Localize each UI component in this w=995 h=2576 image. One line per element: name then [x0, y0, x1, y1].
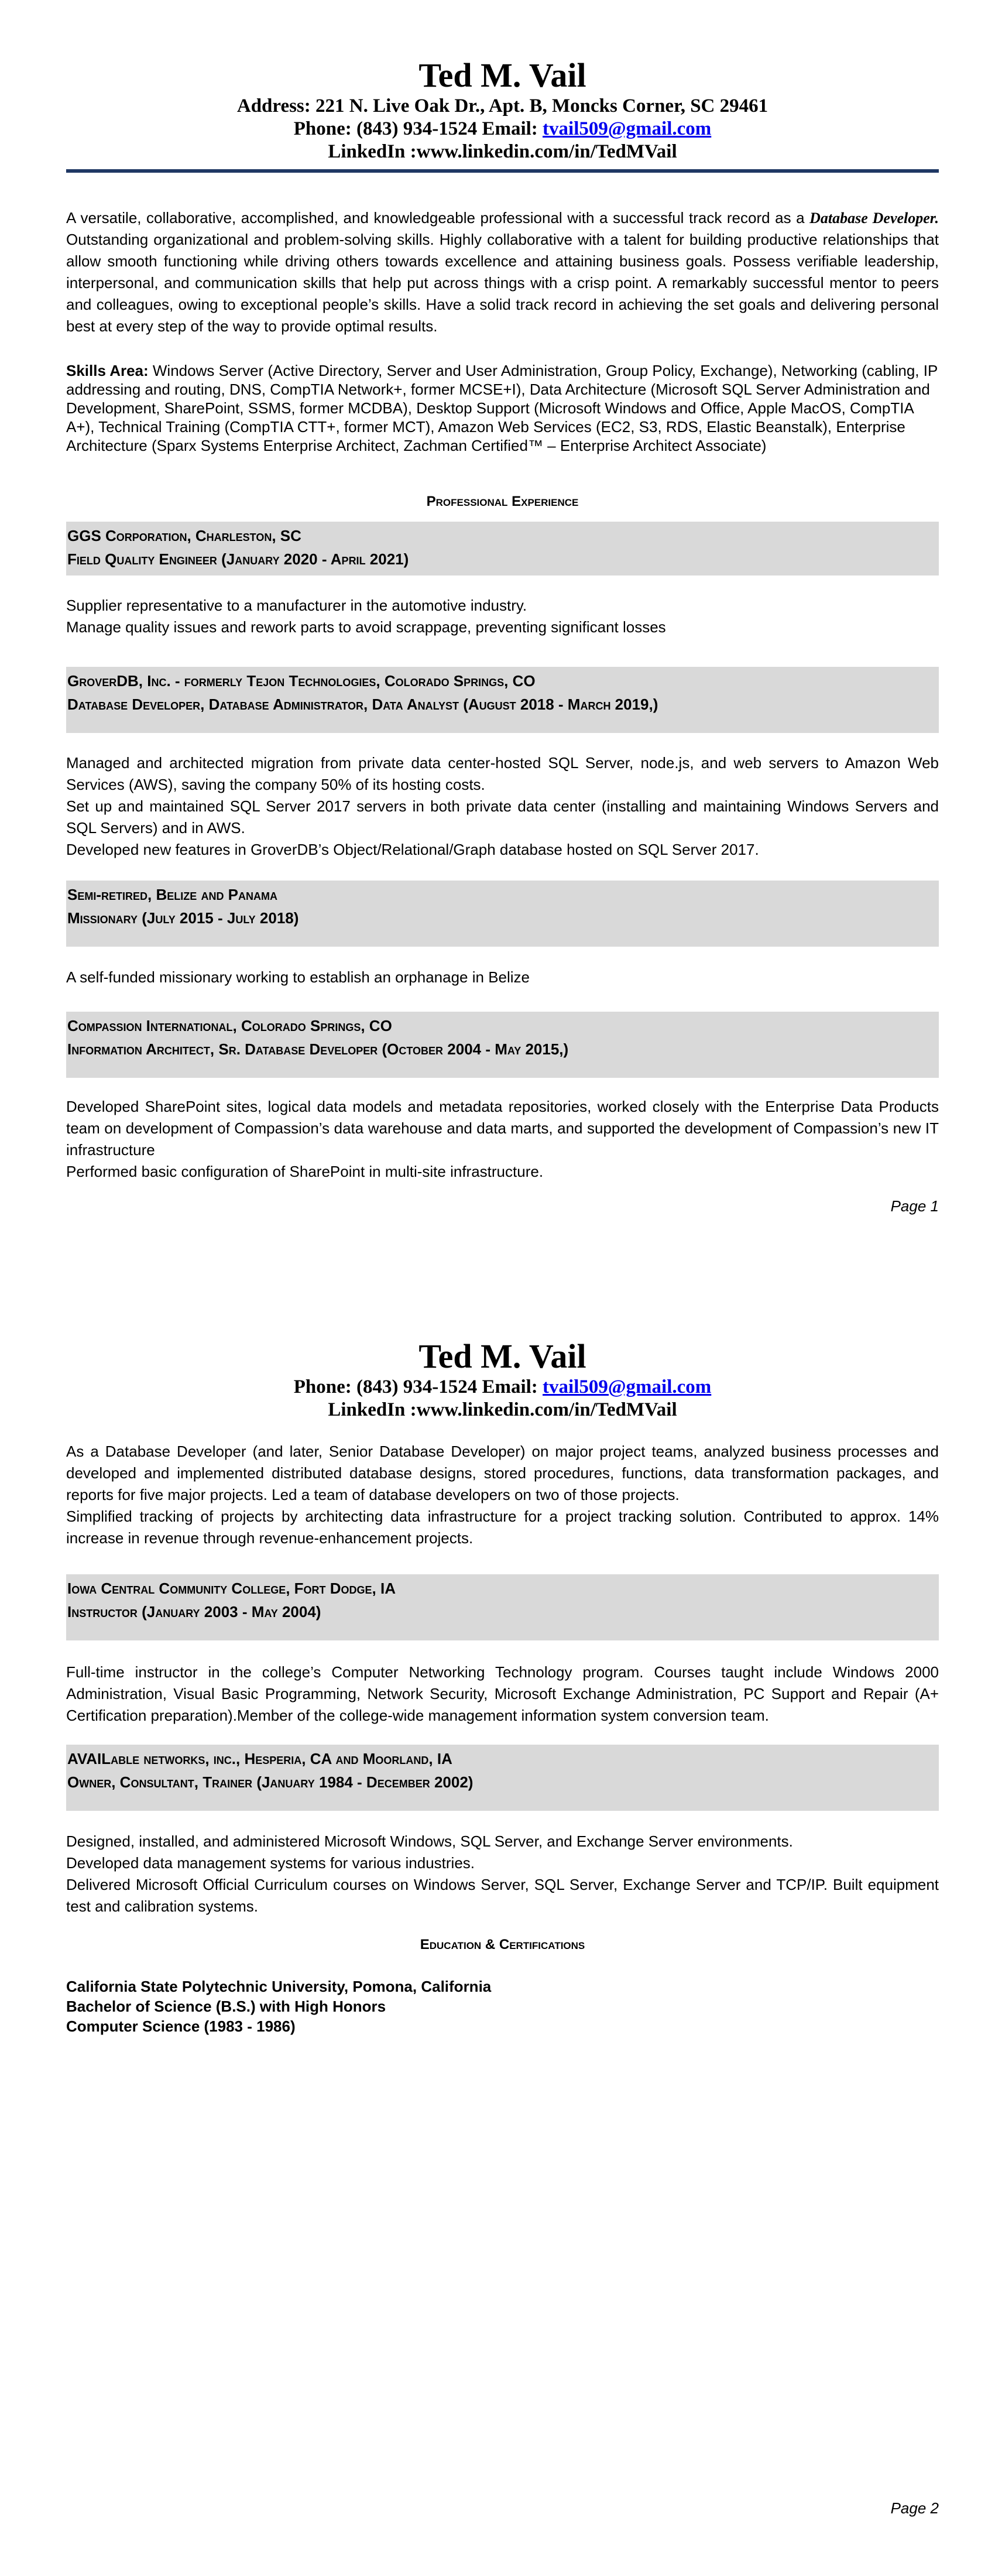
page-number: Page 1: [890, 1197, 939, 1215]
resume-header: [66, 56, 939, 163]
summary-emphasis: Database Developer.: [809, 210, 939, 227]
page-number: Page 2: [890, 2499, 939, 2517]
email-link[interactable]: tvail509@gmail.com: [543, 118, 712, 139]
skills: [66, 361, 939, 455]
candidate-name: Ted M. Vail: [418, 1337, 586, 1375]
summary: [66, 207, 939, 337]
candidate-name: Ted M. Vail: [418, 56, 586, 94]
job-header: [66, 881, 939, 947]
job-line: Performed basic configuration of SharePoint in multi-site infrastructure.: [66, 1163, 544, 1180]
skills-text: Windows Server (Active Directory, Server and User Administration, Group Policy, Exchange), Networking (cabling, IP addressing and routing, DNS, CompTIA Network+, former MCSE+I), Data Architecture (Microsoft SQL Server Administration and Development, SharePoint, SSMS, former MCDBA), Desktop Support (Microsoft Windows and Office, Apple MacOS, CompTIA A+), Technical Training (CompTIA CTT+, former MCT), Amazon Web Services (EC2, S3, RDS, Elastic Beanstalk), Enterprise Architecture (Sparx Systems Enterprise Architect, Zachman Certified™ – Enterprise Architect Associate): [66, 362, 938, 454]
job-line: A self-funded missionary working to establish an orphanage in Belize: [66, 968, 530, 986]
education: [66, 1976, 939, 2036]
education-degree: Bachelor of Science (B.S.) with High Honors: [66, 1998, 386, 2015]
address: Address: 221 N. Live Oak Dr., Apt. B, Moncks Corner, SC 29461: [236, 95, 768, 117]
job-title: Owner, Consultant, Trainer (January 1984 - December 2002): [67, 1773, 474, 1791]
email-link[interactable]: tvail509@gmail.com: [543, 1376, 712, 1397]
job-line: Simplified tracking of projects by architecting data infrastructure for a project tracking solution. Contributed to approx. 14% increase in revenue through revenue-enhancement projects.: [66, 1508, 939, 1547]
phone-label: Phone: (843) 934-1524 Email:: [293, 1376, 543, 1397]
linkedin: LinkedIn :www.linkedin.com/in/TedMVail: [328, 141, 677, 162]
job-company: GGS Corporation, Charleston, SC: [67, 527, 301, 544]
job-title: Information Architect, Sr. Database Developer (October 2004 - May 2015,): [67, 1040, 569, 1058]
job-title: Field Quality Engineer (January 2020 - April 2021): [67, 550, 409, 568]
job-company: Iowa Central Community College, Fort Dodge, IA: [67, 1580, 396, 1597]
job-header: [66, 1574, 939, 1640]
job-title: Database Developer, Database Administrator, Data Analyst (August 2018 - March 2019,): [67, 696, 658, 713]
resume-header-page-2: [66, 1337, 939, 1421]
job-line: Developed SharePoint sites, logical data models and metadata repositories, worked closely with the Enterprise Data Products team on development of Compassion’s data warehouse and data marts, and supported the development of Compassion’s new IT infrastructure: [66, 1098, 939, 1159]
job-description: [66, 1831, 939, 1917]
job-line: Set up and maintained SQL Server 2017 servers in both private data center (installing and maintaining Windows Servers and SQL Servers) and in AWS.: [66, 797, 939, 837]
job-company: Compassion International, Colorado Springs, CO: [67, 1017, 392, 1034]
job-company: GroverDB, Inc. - formerly Tejon Technologies, Colorado Springs, CO: [67, 672, 536, 690]
job-description: [66, 967, 939, 988]
job-line: As a Database Developer (and later, Senior Database Developer) on major project teams, analyzed business processes and developed and implemented distributed database designs, stored procedures, functions, data transformation packages, and reports for five major projects. Led a team of database developers on two of those projects.: [66, 1443, 939, 1503]
header-divider: [66, 169, 939, 173]
summary-text-2: Outstanding organizational and problem-solving skills. Highly collaborative with a talent for building productive relationships that allow smooth functioning while driving others towards excellence and attaining business goals. Possess verifiable leadership, interpersonal, and communication skills that help put across things with a crisp point. A remarkably successful mentor to peers and colleagues, owing to exceptional people’s skills. Have a solid track record in achieving the set goals and delivering personal best at every step of the way to provide optimal results.: [66, 231, 939, 335]
job-description: [66, 1662, 939, 1727]
job-description: [66, 595, 939, 638]
job-title: Missionary (July 2015 - July 2018): [67, 909, 299, 927]
summary-text: A versatile, collaborative, accomplished, and knowledgeable professional with a successful track record as a: [66, 209, 810, 227]
skills-label: Skills Area:: [66, 362, 149, 379]
job-company: AVAILable networks, inc., Hesperia, CA and Moorland, IA: [67, 1750, 452, 1767]
phone-label: Phone: (843) 934-1524 Email:: [293, 118, 543, 139]
job-description-continued: [66, 1441, 939, 1549]
job-line: Managed and architected migration from private data center-hosted SQL Server, node.js, and web servers to Amazon Web Services (AWS), saving the company 50% of its hosting costs.: [66, 754, 939, 793]
job-description: [66, 752, 939, 861]
phone-email: [66, 118, 939, 141]
job-header: [66, 1012, 939, 1078]
job-header: [66, 667, 939, 733]
job-title: Instructor (January 2003 - May 2004): [67, 1603, 321, 1621]
job-line: Designed, installed, and administered Microsoft Windows, SQL Server, and Exchange Server environments.: [66, 1832, 793, 1850]
job-company: Semi-retired, Belize and Panama: [67, 886, 278, 903]
job-header: [66, 1745, 939, 1811]
linkedin: LinkedIn :www.linkedin.com/in/TedMVail: [328, 1399, 677, 1420]
phone-email: [66, 1376, 939, 1399]
job-line: Supplier representative to a manufacturer in the automotive industry.: [66, 597, 527, 614]
job-line: Full-time instructor in the college’s Computer Networking Technology program. Courses taught include Windows 2000 Administration, Visual Basic Programming, Network Security, Microsoft Exchange Administration, PC Support and Repair (A+ Certification preparation).Member of the college-wide management information system conversion team.: [66, 1663, 939, 1724]
section-heading-education: Education & Certifications: [420, 1937, 585, 1952]
job-line: Delivered Microsoft Official Curriculum courses on Windows Server, SQL Server, Exchange Server and TCP/IP. Built equipment test and calibration systems.: [66, 1876, 939, 1915]
job-description: [66, 1096, 939, 1183]
job-header: [66, 522, 939, 576]
job-line: Developed new features in GroverDB’s Object/Relational/Graph database hosted on SQL Server 2017.: [66, 841, 759, 858]
section-heading-experience: Professional Experience: [426, 494, 579, 509]
education-major: Computer Science (1983 - 1986): [66, 2017, 296, 2035]
education-school: California State Polytechnic University, Pomona, California: [66, 1978, 492, 1995]
job-line: Developed data management systems for various industries.: [66, 1854, 475, 1872]
job-line: Manage quality issues and rework parts to avoid scrappage, preventing significant losses: [66, 618, 666, 636]
